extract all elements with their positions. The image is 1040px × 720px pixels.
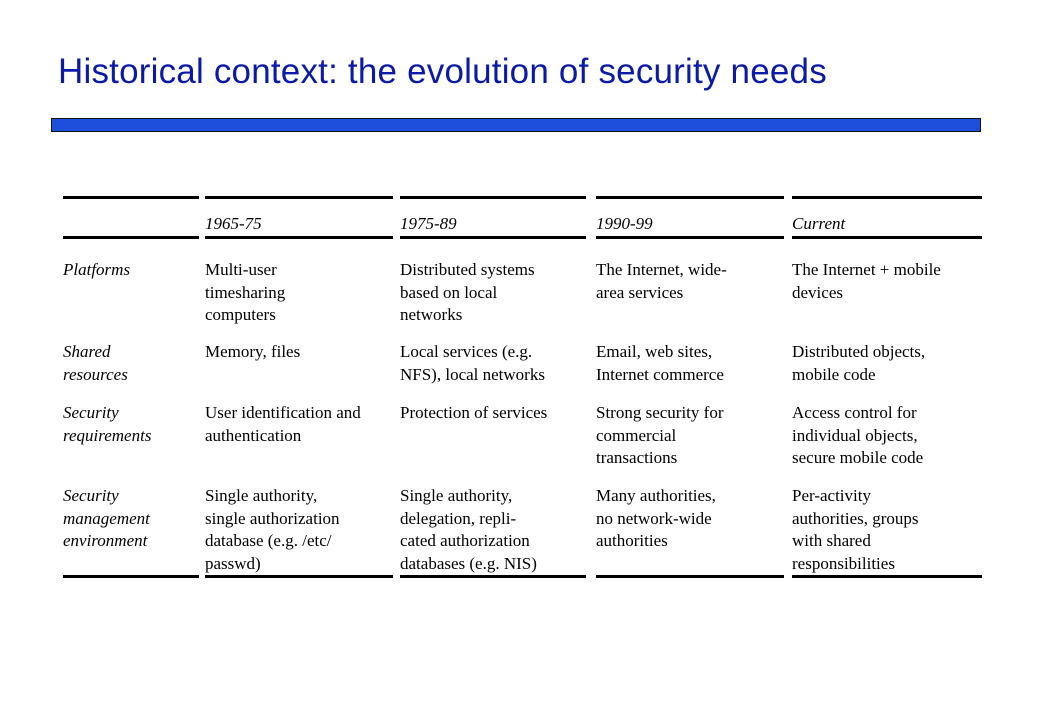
top-rule bbox=[400, 196, 586, 199]
header-rule bbox=[596, 236, 784, 239]
table-cell: Email, web sites, Internet commerce bbox=[596, 342, 724, 384]
table-cell: The Internet, wide- area services bbox=[596, 260, 727, 302]
table-cell: User identification and authentication bbox=[205, 403, 361, 445]
column-header-1975-89: 1975-89 bbox=[400, 214, 457, 233]
column-header-1965-75: 1965-75 bbox=[205, 214, 262, 233]
bottom-rule bbox=[400, 575, 586, 578]
table-cell: Local services (e.g. NFS), local networks bbox=[400, 342, 545, 384]
table-cell: Single authority, single authorization database (e.g. /etc/ passwd) bbox=[205, 486, 340, 573]
title-underline-bar bbox=[51, 118, 981, 132]
bottom-rule bbox=[205, 575, 393, 578]
table-cell: Single authority, delegation, repli- cated authorization databases (e.g. NIS) bbox=[400, 486, 537, 573]
row-label-security-management: Security management environment bbox=[63, 486, 150, 550]
table-cell: Memory, files bbox=[205, 342, 301, 361]
table-cell: Protection of services bbox=[400, 403, 548, 422]
row-label-platforms: Platforms bbox=[63, 260, 131, 279]
header-rule bbox=[792, 236, 982, 239]
column-header-current: Current bbox=[792, 214, 846, 233]
top-rule bbox=[792, 196, 982, 199]
column-header-1990-99: 1990-99 bbox=[596, 214, 653, 233]
table-cell: Distributed systems based on local networks bbox=[400, 260, 535, 324]
slide-title: Historical context: the evolution of security needs bbox=[58, 52, 827, 91]
table-cell: The Internet + mobile devices bbox=[792, 260, 941, 302]
table-cell: Strong security for commercial transactions bbox=[596, 403, 724, 467]
row-label-security-requirements: Security requirements bbox=[63, 403, 152, 445]
table-cell: Many authorities, no network-wide authorities bbox=[596, 486, 716, 550]
header-rule bbox=[400, 236, 586, 239]
table-cell: Multi-user timesharing computers bbox=[205, 260, 286, 324]
table-cell: Per-activity authorities, groups with shared responsibilities bbox=[792, 486, 919, 573]
bottom-rule bbox=[63, 575, 199, 578]
top-rule bbox=[205, 196, 393, 199]
table-cell: Access control for individual objects, secure mobile code bbox=[792, 403, 924, 467]
bottom-rule bbox=[596, 575, 784, 578]
row-label-shared-resources: Shared resources bbox=[63, 342, 128, 384]
table-cell: Distributed objects, mobile code bbox=[792, 342, 926, 384]
top-rule bbox=[63, 196, 199, 199]
header-rule bbox=[63, 236, 199, 239]
header-rule bbox=[205, 236, 393, 239]
bottom-rule bbox=[792, 575, 982, 578]
top-rule bbox=[596, 196, 784, 199]
